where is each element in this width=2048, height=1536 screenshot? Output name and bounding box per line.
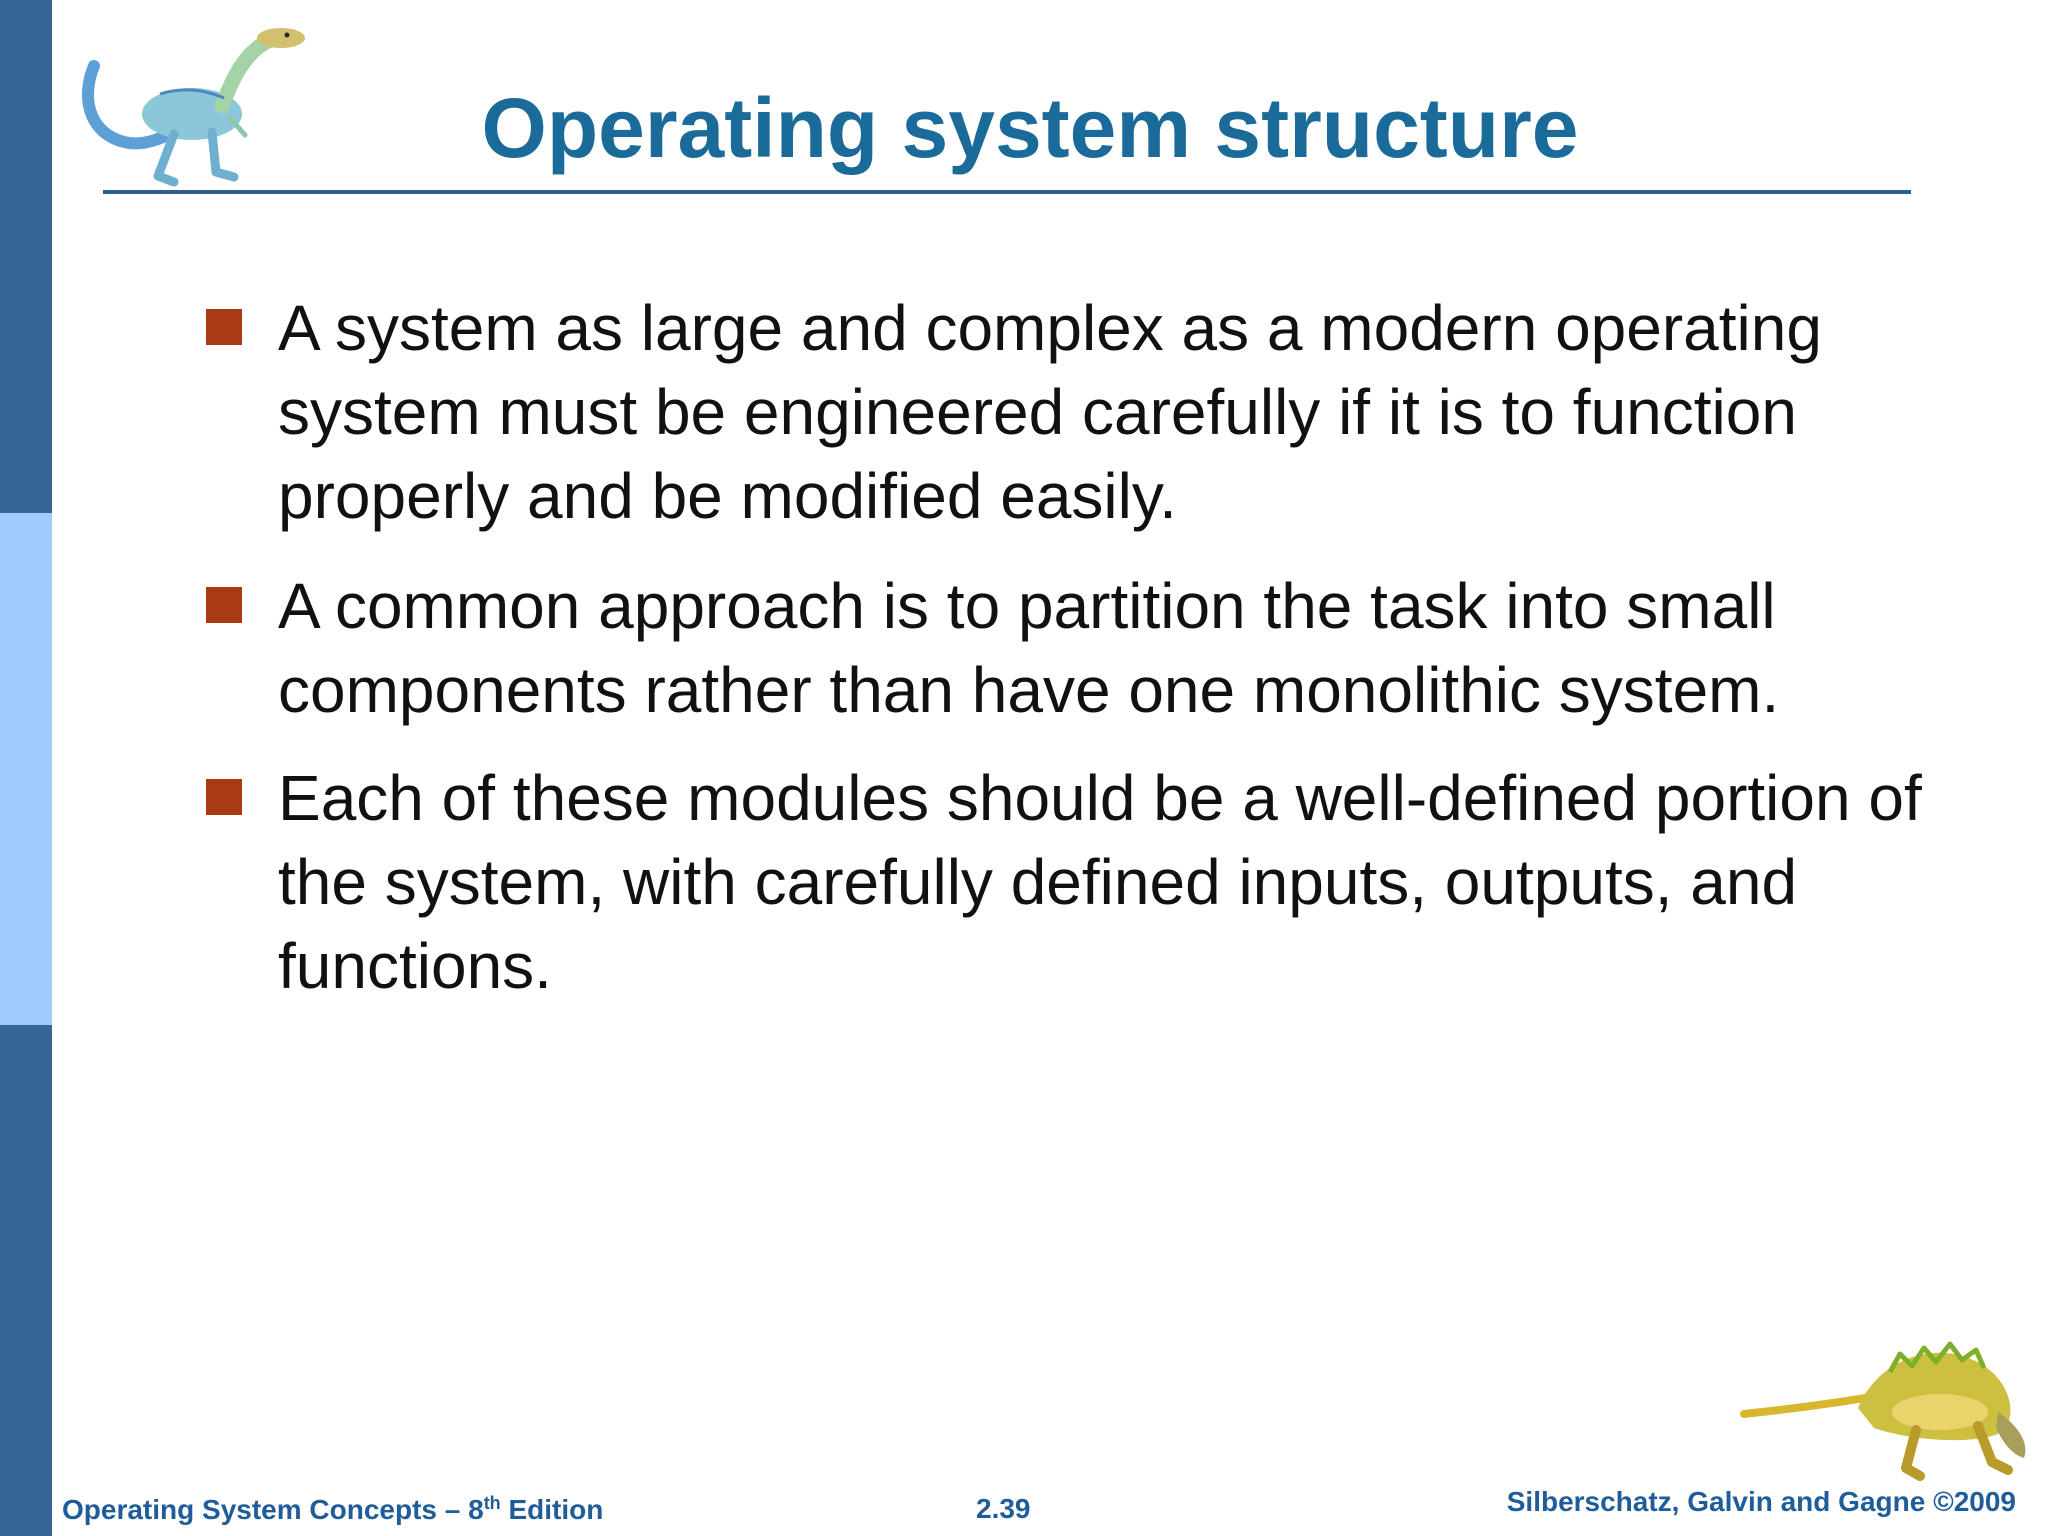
footer-edition-superscript: th (483, 1493, 501, 1513)
square-bullet-icon (206, 309, 242, 345)
dinosaur-eye (285, 33, 290, 38)
footer-authors: Silberschatz, Galvin and Gagne ©2009 (1506, 1486, 2016, 1517)
dinosaur-leg-right (212, 132, 234, 177)
dinosaur-head (1996, 1412, 2025, 1458)
sidebar-band-top (0, 0, 52, 513)
title-divider (103, 190, 1911, 194)
bullet-text: Each of these modules should be a well-defined portion of the system, with carefully defined inputs, outputs, and functions. (278, 762, 1922, 1002)
square-bullet-icon (206, 779, 242, 815)
footer-page-number: 2.39 (976, 1493, 1031, 1524)
dinosaur-head (257, 28, 305, 48)
dinosaur-illustration-icon (1740, 1320, 2040, 1490)
bullet-text: A common approach is to partition the task into small components rather than have one monolithic system. (278, 570, 1780, 726)
footer-book-suffix: Edition (500, 1494, 604, 1525)
bullet-text: A system as large and complex as a modern operating system must be engineered carefully if it is to function properly and be modified easily. (278, 292, 1822, 532)
footer-book-prefix: Operating System Concepts – 8 (62, 1494, 484, 1525)
sidebar-band-middle (0, 513, 52, 1025)
slide-title: Operating system structure (481, 81, 1579, 175)
footer-book-title (62, 1493, 603, 1527)
dinosaur-leg-left (1906, 1430, 1920, 1476)
sidebar-band-bottom (0, 1025, 52, 1536)
square-bullet-icon (206, 587, 242, 623)
